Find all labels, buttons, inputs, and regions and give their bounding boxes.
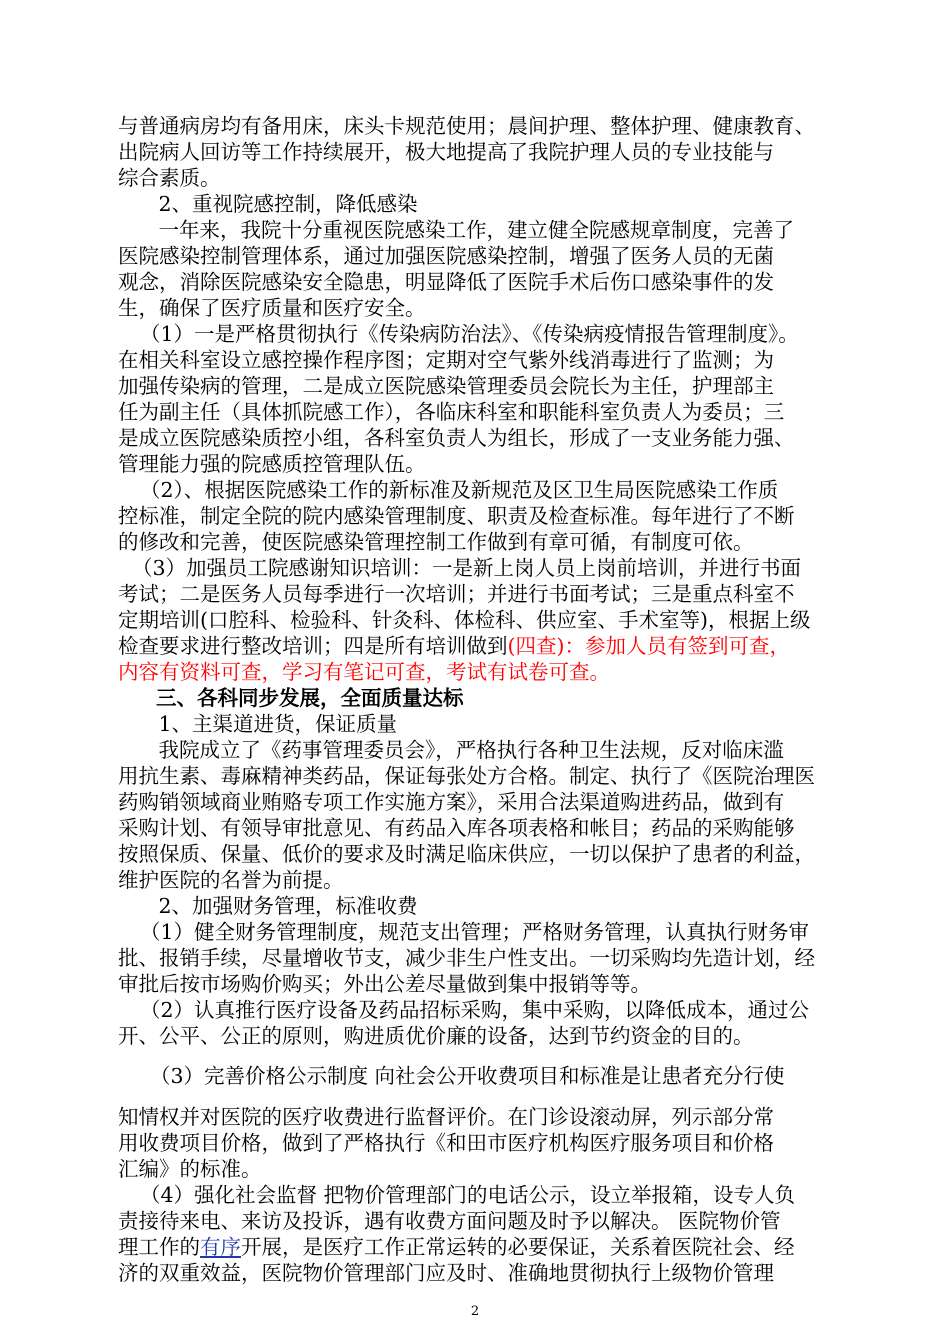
line-text: 理工作的 [118,1235,200,1259]
paragraph-line: 一年来，我院十分重视医院感染工作，建立健全院感规章制度，完善了 [138,218,794,242]
paragraph-line: 与普通病房均有备用床，床头卡规范使用；晨间护理、整体护理、健康教育、 [118,114,815,138]
paragraph-line: 是成立医院感染质控小组，各科室负责人为组长，形成了一支业务能力强、 [118,426,795,450]
paragraph-line: 批、报销手续，尽量增收节支，减少非生户性支出。一切采购均先造计划，经 [118,946,815,970]
paragraph-line: 维护医院的名誉为前提。 [118,868,344,892]
paragraph-line: 按照保质、保量、低价的要求及时满足临床供应，一切以保护了患者的利益， [118,842,815,866]
paragraph-line: 综合素质。 [118,166,221,190]
paragraph-line: 管理能力强的院感质控管理队伍。 [118,452,426,476]
paragraph-line: 开、公平、公正的原则，购进质优价廉的设备，达到节约资金的目的。 [118,1024,754,1048]
red-highlight-text: (四查)：参加人员有签到可查， [507,634,790,658]
line-text: 开展，是医疗工作正常运转的必要保证，关系着医院社会、经 [241,1235,795,1259]
paragraph-line: 出院病人回访等工作持续展开，极大地提高了我院护理人员的专业技能与 [118,140,774,164]
line-text: 检查要求进行整改培训；四是所有培训做到 [118,634,508,658]
paragraph-line [118,1234,795,1260]
section-heading: 2、重视院感控制，降低感染 [138,192,418,216]
paragraph-line: 药购销领域商业贿赂专项工作实施方案》，采用合法渠道购进药品，做到有 [118,790,785,814]
paragraph-line: （3）完善价格公示制度 向社会公开收费项目和标准是让患者充分行使 [150,1064,785,1088]
paragraph-line: （1）一是严格贯彻执行《传染病防治法》、《传染病疫情报告管理制度》。 [140,322,799,346]
paragraph-line: （3）加强员工院感谢知识培训：一是新上岗人员上岗前培训，并进行书面 [132,556,802,580]
paragraph-line: 采购计划、有领导审批意见、有药品入库各项表格和帐目；药品的采购能够 [118,816,795,840]
section-heading: 1、主渠道进货，保证质量 [138,712,398,736]
paragraph-line: 医院感染控制管理体系，通过加强医院感染控制，增强了医务人员的无菌 [118,244,774,268]
paragraph-line: （1）健全财务管理制度，规范支出管理；严格财务管理，认真执行财务审 [140,920,810,944]
paragraph-line: 用抗生素、毒麻精神类药品，保证每张处方合格。制定、执行了《医院治理医 [118,764,815,788]
paragraph-line: 定期培训(口腔科、检验科、针灸科、体检科、供应室、手术室等)，根据上级 [118,608,811,632]
red-highlight-text: 内容有资料可查，学习有笔记可查，考试有试卷可查。 [118,660,610,684]
paragraph-line: 汇编》的标准。 [118,1157,262,1181]
paragraph-line: 责接待来电、来访及投诉，遇有收费方面问题及时予以解决。 医院物价管 [118,1209,781,1233]
hyperlink-text[interactable]: 有序 [200,1235,241,1259]
page-number: 2 [470,1304,480,1319]
section-heading: 三、各科同步发展，全面质量达标 [156,686,464,710]
paragraph-line: 控标准，制定全院的院内感染管理制度、职责及检查标准。每年进行了不断 [118,504,795,528]
paragraph-line: 在相关科室设立感控操作程序图；定期对空气紫外线消毒进行了监测；为 [118,348,774,372]
paragraph-line: 的修改和完善，使医院感染管理控制工作做到有章可循，有制度可依。 [118,530,754,554]
paragraph-line: 生，确保了医疗质量和医疗安全。 [118,296,426,320]
paragraph-line: 加强传染病的管理，二是成立医院感染管理委员会院长为主任，护理部主 [118,374,774,398]
paragraph-line: 观念，消除医院感染安全隐患，明显降低了医院手术后伤口感染事件的发 [118,270,774,294]
paragraph-line: （2）认真推行医疗设备及药品招标采购，集中采购，以降低成本，通过公 [140,998,810,1022]
paragraph-line: 我院成立了《药事管理委员会》，严格执行各种卫生法规，反对临床滥 [138,738,784,762]
paragraph-line: 济的双重效益，医院物价管理部门应及时、准确地贯彻执行上级物价管理 [118,1261,774,1285]
paragraph-line: 审批后按市场购价购买；外出公差尽量做到集中报销等等。 [118,972,651,996]
paragraph-line: 任为副主任（具体抓院感工作），各临床科室和职能科室负责人为委员；三 [118,400,785,424]
paragraph-line: 知情权并对医院的医疗收费进行监督评价。在门诊设滚动屏，列示部分常 [118,1105,774,1129]
paragraph-line: 用收费项目价格，做到了严格执行《和田市医疗机构医疗服务项目和价格 [118,1131,774,1155]
paragraph-line [118,633,790,659]
paragraph-line: 考试；二是医务人员每季进行一次培训；并进行书面考试；三是重点科室不 [118,582,795,606]
paragraph-line: （2）、根据医院感染工作的新标准及新规范及区卫生局医院感染工作质 [140,478,779,502]
paragraph-line: （4）强化社会监督 把物价管理部门的电话公示，设立举报箱，设专人负 [140,1183,796,1207]
section-heading: 2、加强财务管理，标准收费 [138,894,418,918]
